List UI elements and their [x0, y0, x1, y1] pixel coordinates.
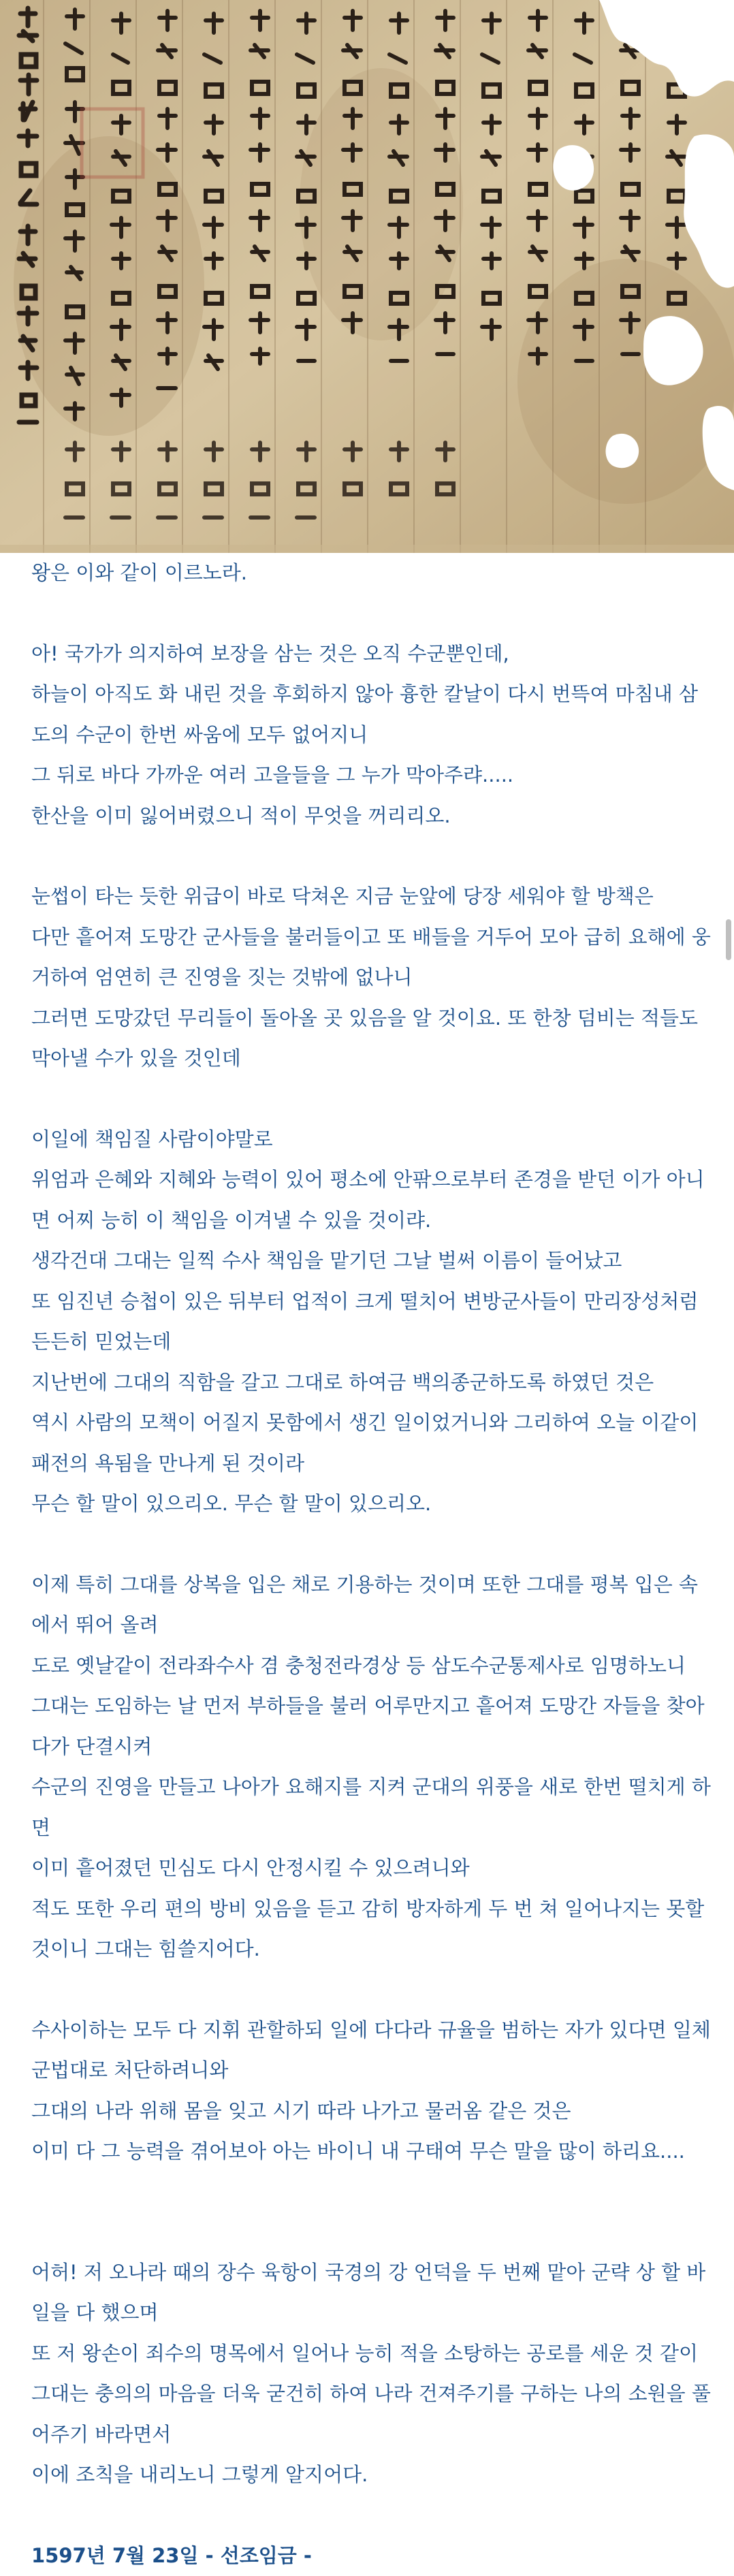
text-line: 든든히 믿었는데	[31, 1322, 712, 1363]
text-line: 적도 또한 우리 편의 방비 있음을 듣고 감히 방자하게 두 번 쳐 일어나지는 못할	[31, 1889, 712, 1930]
paragraph-1	[31, 634, 712, 837]
text-line: 수군의 진영을 만들고 나아가 요해지를 지켜 군대의 위풍을 새로 한번 떨치게 하	[31, 1767, 712, 1808]
text-line: 면	[31, 1808, 712, 1849]
manuscript-image	[0, 0, 734, 553]
text-line: 한산을 이미 잃어버렸으니 적이 무엇을 꺼리리오.	[31, 796, 712, 837]
paragraph-6	[31, 2253, 712, 2496]
scrollbar[interactable]	[726, 919, 731, 960]
text-line: 역시 사람의 모책이 어질지 못함에서 생긴 일이었거니와 그리하여 오늘 이같이	[31, 1403, 712, 1444]
text-line: 또 임진년 승첩이 있은 뒤부터 업적이 크게 떨치어 변방군사들이 만리장성처럼	[31, 1282, 712, 1322]
text-line: 이제 특히 그대를 상복을 입은 채로 기용하는 것이며 또한 그대를 평복 입은 속	[31, 1565, 712, 1606]
text-line: 에서 뛰어 올려	[31, 1605, 712, 1646]
letter-text	[31, 553, 712, 2576]
text-line: 수사이하는 모두 다 지휘 관할하되 일에 다다라 규율을 범하는 자가 있다면 일체	[31, 2010, 712, 2051]
text-line: 어허! 저 오나라 때의 장수 육항이 국경의 강 언덕을 두 번째 맡아 군략 상 할 바	[31, 2253, 712, 2293]
text-line: 아! 국가가 의지하여 보장을 삼는 것은 오직 수군뿐인데,	[31, 634, 712, 675]
text-line: 그대는 도임하는 날 먼저 부하들을 불러 어루만지고 흩어져 도망간 자들을 찾아	[31, 1686, 712, 1727]
text-line: 막아낼 수가 있을 것인데	[31, 1038, 712, 1079]
text-line: 그러면 도망갔던 무리들이 돌아올 곳 있음을 알 것이요. 또 한창 덤비는 적들도	[31, 998, 712, 1039]
text-line: 그대의 나라 위해 몸을 잊고 시기 따라 나가고 물러옴 같은 것은	[31, 2091, 712, 2132]
text-line: 거하여 엄연히 큰 진영을 짓는 것밖에 없나니	[31, 957, 712, 998]
text-line: 그대는 충의의 마음을 더욱 굳건히 하여 나라 건져주기를 구하는 나의 소원을 풀	[31, 2374, 712, 2415]
text-line: 왕은 이와 같이 이르노라.	[31, 553, 712, 594]
text-line: 이미 다 그 능력을 겪어보아 아는 바이니 내 구태여 무슨 말을 많이 하리요....	[31, 2131, 712, 2172]
text-line: 이일에 책임질 사람이야말로	[31, 1119, 712, 1160]
manuscript-photo	[0, 0, 734, 553]
text-line: 위엄과 은혜와 지혜와 능력이 있어 평소에 안팎으로부터 존경을 받던 이가 아니	[31, 1160, 712, 1200]
text-line: 다가 단결시켜	[31, 1727, 712, 1768]
text-line: 이에 조칙을 내리노니 그렇게 알지어다.	[31, 2455, 712, 2496]
text-line: 면 어찌 능히 이 책임을 이겨낼 수 있을 것이랴.	[31, 1200, 712, 1241]
paragraph-4	[31, 1565, 712, 1970]
paragraph-intro	[31, 553, 712, 594]
text-line: 도의 수군이 한번 싸움에 모두 없어지니	[31, 715, 712, 756]
text-line: 생각건대 그대는 일찍 수사 책임을 맡기던 그날 벌써 이름이 들어났고	[31, 1241, 712, 1282]
text-line: 무슨 할 말이 있으리오. 무슨 할 말이 있으리오.	[31, 1484, 712, 1525]
text-line: 것이니 그대는 힘쓸지어다.	[31, 1929, 712, 1970]
text-line: 그 뒤로 바다 가까운 여러 고을들을 그 누가 막아주랴.....	[31, 755, 712, 796]
text-line: 이미 흩어졌던 민심도 다시 안정시킬 수 있으려니와	[31, 1848, 712, 1889]
signature	[31, 2536, 712, 2576]
text-line: 어주기 바라면서	[31, 2415, 712, 2455]
text-line: 지난번에 그대의 직함을 갈고 그대로 하여금 백의종군하도록 하였던 것은	[31, 1363, 712, 1403]
text-line: 또 저 왕손이 죄수의 명목에서 일어나 능히 적을 소탕하는 공로를 세운 것 같이	[31, 2334, 712, 2374]
text-line: 도로 옛날같이 전라좌수사 겸 충청전라경상 등 삼도수군통제사로 임명하노니	[31, 1646, 712, 1687]
paragraph-5	[31, 2010, 712, 2172]
text-line: 눈썹이 타는 듯한 위급이 바로 닥쳐온 지금 눈앞에 당장 세워야 할 방책은	[31, 876, 712, 917]
paragraph-2	[31, 876, 712, 1079]
paragraph-3	[31, 1119, 712, 1525]
text-line: 일을 다 했으며	[31, 2293, 712, 2334]
text-line: 하늘이 아직도 화 내린 것을 후회하지 않아 흉한 칼날이 다시 번뜩여 마침내 삼	[31, 674, 712, 715]
date-signature: 1597년 7월 23일 - 선조임금 -	[31, 2536, 712, 2576]
text-line: 다만 흩어져 도망간 군사들을 불러들이고 또 배들을 거두어 모아 급히 요해에 웅	[31, 917, 712, 958]
text-line: 패전의 욕됨을 만나게 된 것이라	[31, 1444, 712, 1484]
text-line: 군법대로 처단하려니와	[31, 2050, 712, 2091]
